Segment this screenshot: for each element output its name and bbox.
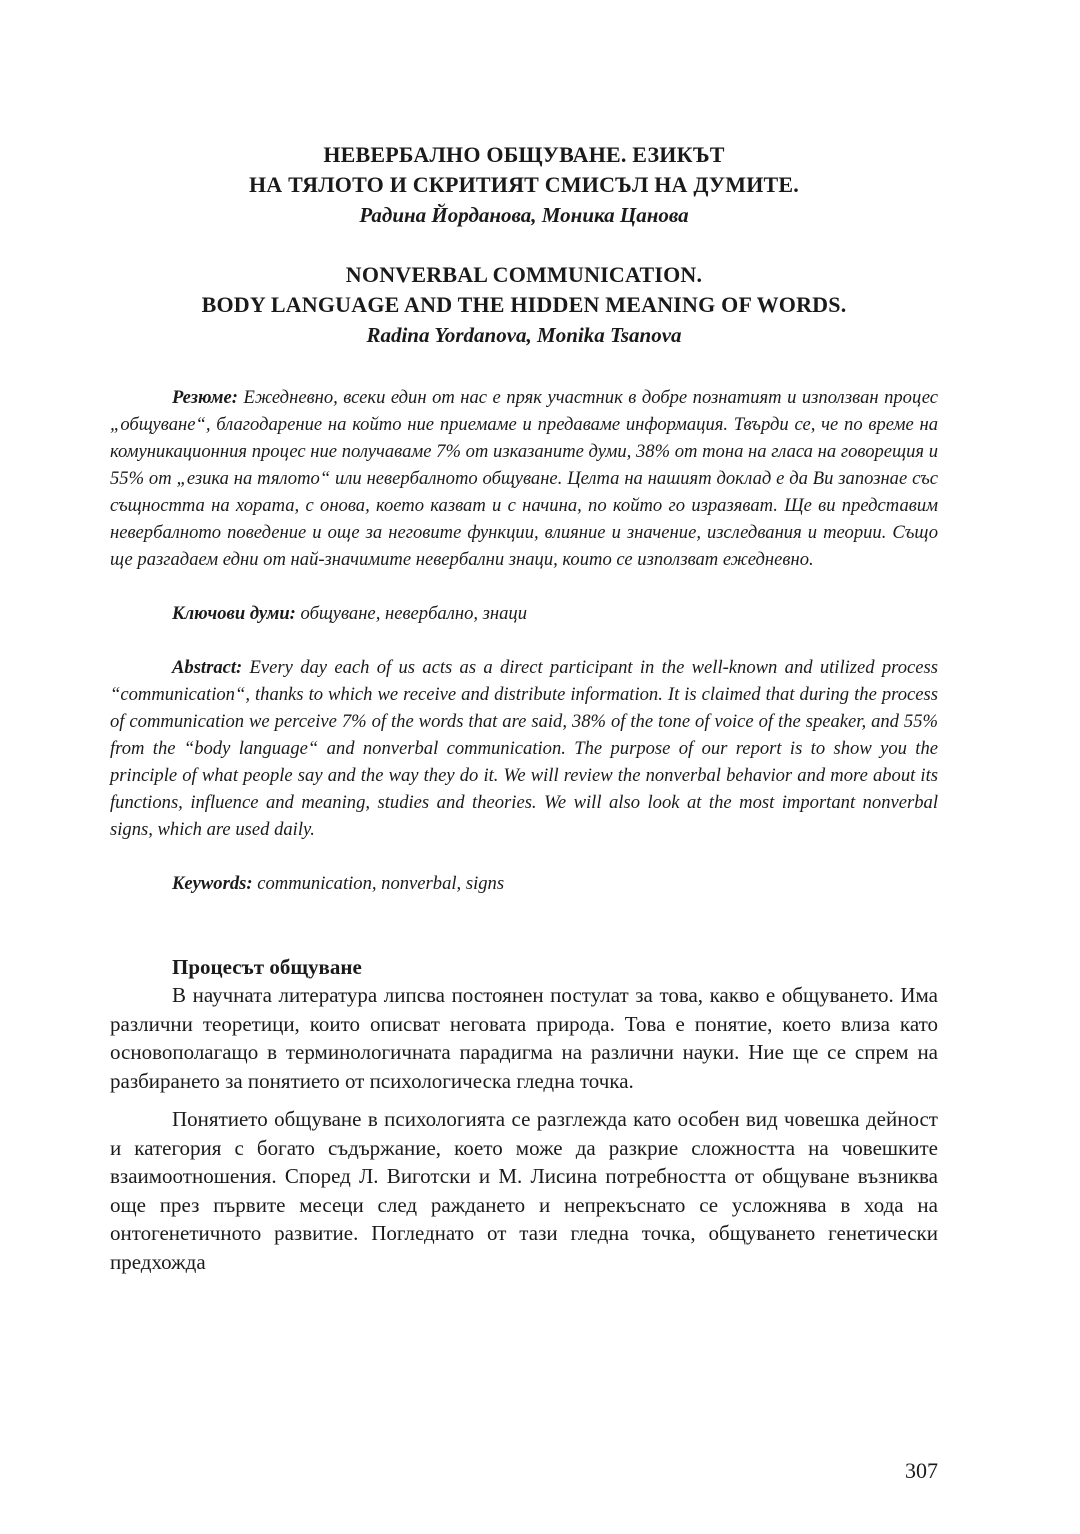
abstract-en-label: Abstract: xyxy=(172,657,243,678)
abstract-bg xyxy=(110,384,938,573)
keywords-en-text: communication, nonverbal, signs xyxy=(252,873,505,894)
abstract-en-text: Every day each of us acts as a direct participant in the well-known and utilized process “communication“, thanks to which we receive and distribute information. It is claimed that during the process of communication we perceive 7% of the words that are said, 38% of the tone of voice of the speaker, and 55% from the “body language“ and nonverbal communication. The purpose of our report is to show you the principle of what people say and the way they do it. We will review the nonverbal behavior and more about its functions, influence and meaning, studies and theories. We will also look at the most important nonverbal signs, which are used daily. xyxy=(110,657,938,840)
keywords-bg xyxy=(110,600,938,627)
page-number: 307 xyxy=(905,1458,938,1483)
keywords-bg-text: общуване, невербално, знаци xyxy=(295,603,528,624)
abstract-bg-text: Ежедневно, всеки един от нас е пряк участник в добре познатият и използван процес „общуване“, благодарение на който ние приемаме и предаваме информация. Твърди се, че по време на комуникационния процес ние получаваме 7% от изказаните думи, 38% от тона на гласа на говорещия и 55% от „езика на тялото“ или невербалното общуване. Целта на нашият доклад е да Ви запознае със същността на хората, с онова, което казват и с начина, по който го изразяват. Ще ви представим невербалното поведение и още за неговите функции, влияние и значение, изследвания и теории. Също ще разгадаем едни от най-значимите невербални знаци, които се използват ежедневно. xyxy=(110,387,938,570)
title-en-line-1: NONVERBAL COMMUNICATION. xyxy=(345,262,703,287)
body-paragraph: В научната литература липсва постоянен постулат за това, какво е общуването. Има различни теоретици, които описват неговата природа. Това е понятие, което влиза като основополагащо в терминологичната парадигма на различни науки. Ние ще се спрем на разбирането за понятието от психологическа гледна точка. xyxy=(110,983,938,1093)
title-bg-line-1: НЕВЕРБАЛНО ОБЩУВАНЕ. ЕЗИКЪТ xyxy=(323,142,725,167)
abstract-bg-label: Резюме: xyxy=(172,387,238,408)
authors-bg: Радина Йорданова, Моника Цанова xyxy=(359,203,689,227)
authors-en: Radina Yordanova, Monika Tsanova xyxy=(366,323,682,347)
section-heading: Процесът общуване xyxy=(172,955,362,979)
body-paragraph: Понятието общуване в психологията се разглежда като особен вид човешка дейност и категория с богато съдържание, което може да разкрие сложността на човешките взаимоотношения. Според Л. Виготски и М. Лисина потребността от общуване възниква още през първите месеци след раждането и непрекъснато се усложнява в хода на онтогенетичното развитие. Погледнато от тази гледна точка, общуването генетически предхожда xyxy=(110,1107,938,1274)
title-bg-line-2: НА ТЯЛОТО И СКРИТИЯТ СМИСЪЛ НА ДУМИТЕ. xyxy=(248,172,800,197)
keywords-en xyxy=(110,870,938,897)
keywords-bg-label: Ключови думи: xyxy=(172,603,296,624)
title-en-block xyxy=(110,260,938,350)
article xyxy=(110,140,938,1286)
abstract-en xyxy=(110,654,938,843)
title-en-line-2: BODY LANGUAGE AND THE HIDDEN MEANING OF WORDS. xyxy=(201,292,847,317)
keywords-en-label: Keywords: xyxy=(172,873,253,894)
title-bg-block xyxy=(110,140,938,230)
